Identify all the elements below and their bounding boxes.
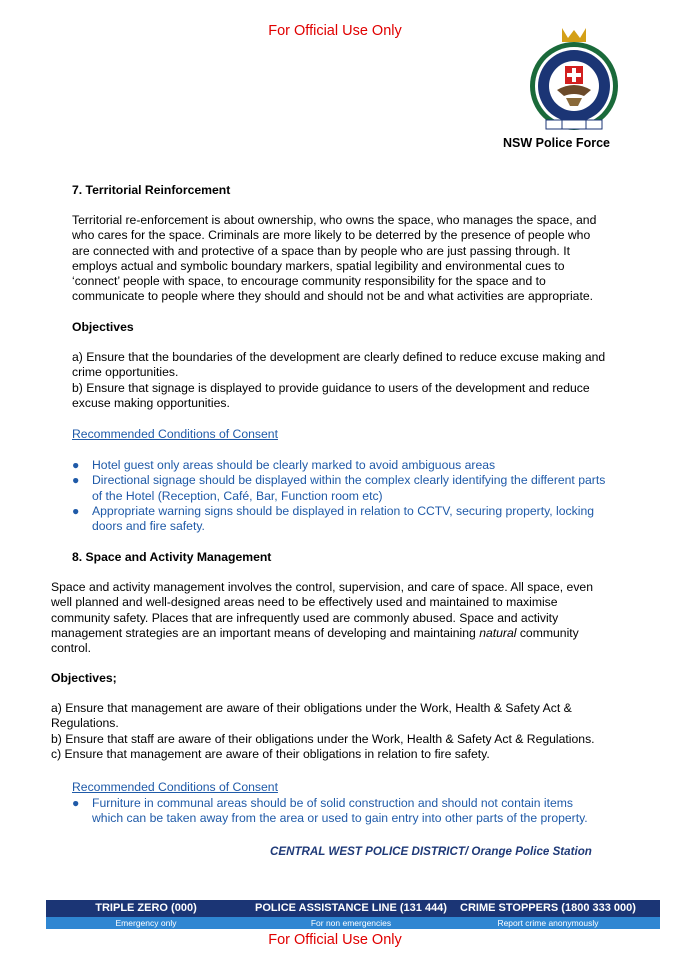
text-line: c) Ensure that management are aware of their obligations in relation to fire safety. <box>51 746 490 761</box>
org-name: NSW Police Force <box>503 136 610 150</box>
bullet-icon: ● <box>72 796 80 810</box>
text-span: management strategies are an important means of developing and maintaining <box>51 625 480 640</box>
text-line: of the Hotel (Reception, Café, Bar, Function room etc) <box>92 488 383 503</box>
text-line: a) Ensure that the boundaries of the development are clearly defined to reduce excuse making and <box>72 350 606 364</box>
contact-sub-triple-zero: Emergency only <box>115 918 177 928</box>
bullet-icon: ● <box>72 458 80 472</box>
text-line: crime opportunities. <box>72 365 179 380</box>
section-7-paragraph <box>72 213 662 305</box>
section-8-paragraph <box>51 580 663 656</box>
contact-title-crime-stoppers: CRIME STOPPERS (1800 333 000) <box>460 902 636 914</box>
text-line: Territorial re-enforcement is about ownership, who owns the space, who manages the space, and <box>72 213 597 227</box>
text-line: a) Ensure that management are aware of their obligations under the Work, Health & Safety Act & <box>51 701 572 715</box>
text-line: Regulations. <box>51 716 119 731</box>
text-line: Hotel guest only areas should be clearly marked to avoid ambiguous areas <box>92 458 496 472</box>
station-footer-line: CENTRAL WEST POLICE DISTRICT/ Orange Police Station <box>270 845 592 858</box>
contact-sub-crime-stoppers: Report crime anonymously <box>497 918 599 928</box>
text-line: Directional signage should be displayed within the complex clearly identifying the different parts <box>92 473 606 488</box>
section-8-objectives-heading: Objectives; <box>51 671 117 685</box>
section-8-objectives <box>51 701 663 762</box>
official-use-footer: For Official Use Only <box>268 932 402 948</box>
text-line: b) Ensure that staff are aware of their obligations under the Work, Health & Safety Act & Regulations. <box>51 731 595 746</box>
section-8-conditions-heading[interactable]: Recommended Conditions of Consent <box>72 780 278 794</box>
section-7-conditions-heading[interactable]: Recommended Conditions of Consent <box>72 427 278 441</box>
list-item <box>72 458 662 473</box>
section-7-objectives <box>72 350 662 411</box>
text-line: Appropriate warning signs should be displayed in relation to CCTV, securing property, locking <box>92 503 594 518</box>
contact-band-top <box>46 900 660 917</box>
text-line: Space and activity management involves the control, supervision, and care of space. All space, even <box>51 580 593 594</box>
section-8-heading: 8. Space and Activity Management <box>72 550 272 564</box>
text-line: who cares for the space. Criminals are more likely to be deterred by the presence of people who <box>72 228 591 243</box>
bullet-icon: ● <box>72 473 80 488</box>
section-8-conditions-list <box>72 796 662 827</box>
text-line: well planned and well-designed areas need to be effectively used and maintained to maximise <box>51 595 558 610</box>
contact-sub-police-assistance: For non emergencies <box>310 918 392 928</box>
text-line: are connected with and protective of a space than by people who are just passing through. It <box>72 243 570 258</box>
text-line: excuse making opportunities. <box>72 395 230 410</box>
nsw-police-crest-logo <box>522 24 626 138</box>
list-item <box>72 796 662 827</box>
text-line: ‘connect’ people with space, to encourage community responsibility for the space and to <box>72 274 546 289</box>
italic-text: natural <box>479 625 517 640</box>
text-line: which can be taken away from the area or used to gain entry into other parts of the property. <box>92 811 588 826</box>
section-7-objectives-heading: Objectives <box>72 320 134 334</box>
contact-title-triple-zero: TRIPLE ZERO (000) <box>95 902 197 914</box>
text-line: communicate to people where they should and should not be and what activities are appropriate. <box>72 289 594 304</box>
text-line <box>51 626 663 641</box>
list-item <box>72 473 662 504</box>
list-item <box>72 504 662 535</box>
contact-band-bottom <box>46 917 660 929</box>
text-line: doors and fire safety. <box>92 519 205 534</box>
contact-title-police-assistance: POLICE ASSISTANCE LINE (131 444) <box>255 902 447 914</box>
text-line: employs actual and symbolic boundary markers, spatial legibility and environmental cues to <box>72 258 565 273</box>
bullet-icon: ● <box>72 503 80 518</box>
text-line: control. <box>51 641 91 656</box>
text-line: b) Ensure that signage is displayed to provide guidance to users of the development and reduce <box>72 380 590 395</box>
section-7-heading: 7. Territorial Reinforcement <box>72 183 231 197</box>
official-use-header: For Official Use Only <box>268 23 402 39</box>
text-line: Furniture in communal areas should be of solid construction and should not contain items <box>92 796 573 810</box>
section-7-conditions-list <box>72 458 662 534</box>
text-line: community safety. Places that are infrequently used are commonly abused. Space and activity <box>51 610 559 625</box>
text-span: community <box>516 625 579 640</box>
